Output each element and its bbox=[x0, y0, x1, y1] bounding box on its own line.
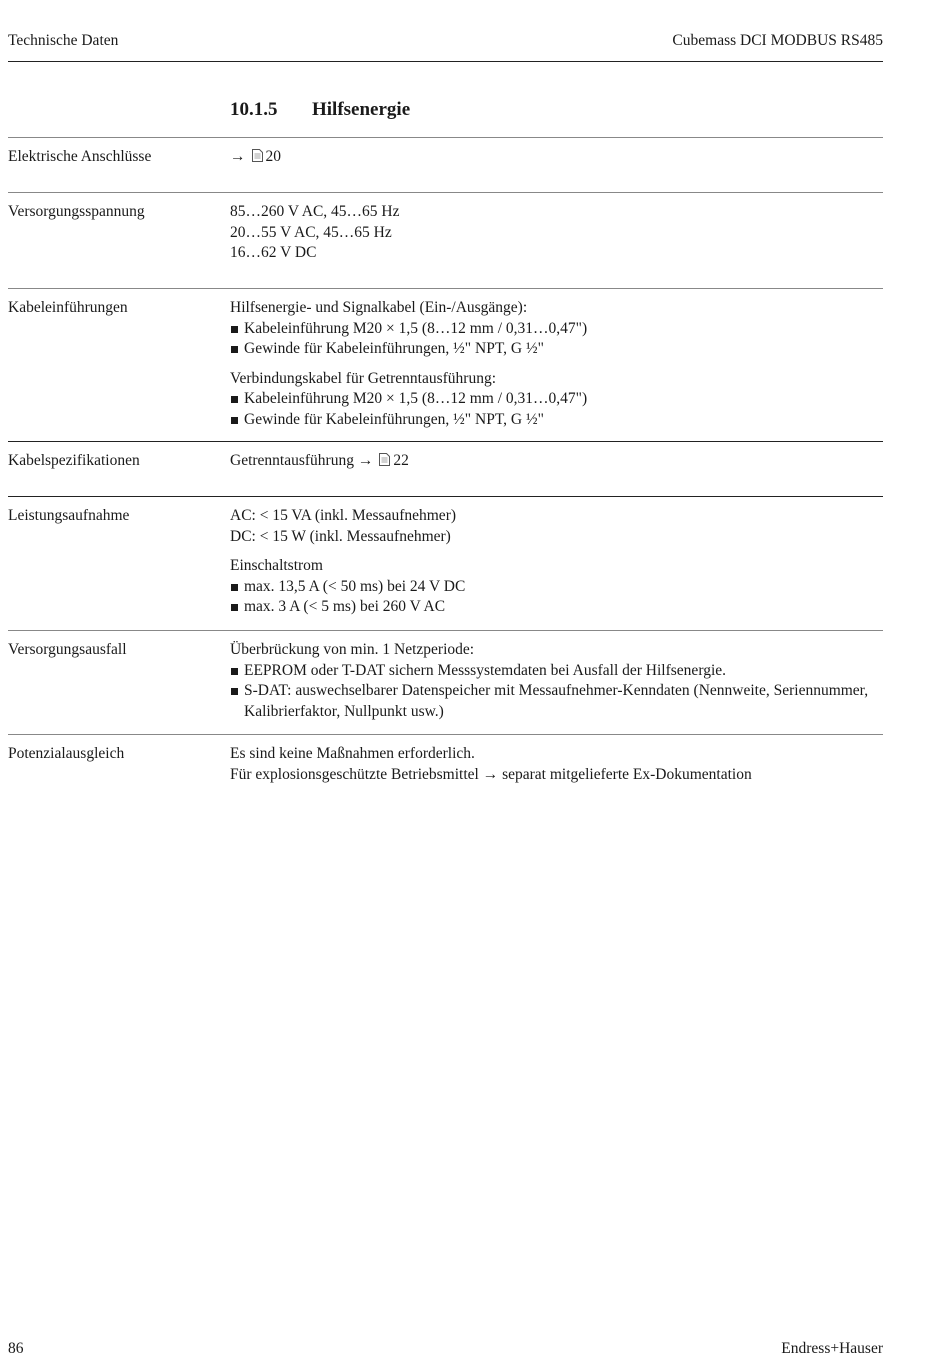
spec-row-kabelspezifikationen bbox=[8, 441, 883, 497]
spec-text: Getrenntausführung bbox=[230, 452, 354, 469]
spec-label: Kabeleinführungen bbox=[8, 299, 128, 316]
page-reference-icon bbox=[252, 148, 263, 169]
spec-label: Versorgungsspannung bbox=[8, 203, 145, 220]
bullet-item: Kabeleinführung M20 × 1,5 (8…12 mm / 0,31…0,47") bbox=[230, 319, 883, 340]
bullet-item: Kabeleinführung M20 × 1,5 (8…12 mm / 0,31…0,47") bbox=[230, 389, 883, 410]
spec-row-potenzialausgleich bbox=[8, 734, 883, 795]
spec-intro: Verbindungskabel für Getrenntausführung: bbox=[230, 369, 497, 387]
spec-row-versorgungsspannung bbox=[8, 192, 883, 289]
spec-row-leistungsaufnahme bbox=[8, 496, 883, 631]
spec-label: Leistungsaufnahme bbox=[8, 507, 130, 524]
header-product: Cubemass DCI MODBUS RS485 bbox=[672, 32, 883, 49]
spec-intro: Einschaltstrom bbox=[230, 557, 323, 574]
spec-line: AC: < 15 VA (inkl. Messaufnehmer) bbox=[230, 507, 457, 524]
spec-line: 20…55 V AC, 45…65 Hz bbox=[230, 223, 392, 241]
spec-row-kabeleinfuehrungen bbox=[8, 288, 883, 442]
spec-value bbox=[230, 451, 883, 473]
spec-value bbox=[230, 147, 883, 169]
section-heading bbox=[230, 98, 410, 122]
spec-label: Versorgungsausfall bbox=[8, 641, 127, 658]
spec-line: 16…62 V DC bbox=[230, 244, 317, 261]
bullet-item: EEPROM oder T-DAT sichern Messsystemdaten bei Ausfall der Hilfsenergie. bbox=[230, 661, 883, 682]
spec-label: Kabelspezifikationen bbox=[8, 452, 140, 469]
spec-row-versorgungsausfall bbox=[8, 630, 883, 735]
section-number: 10.1.5 bbox=[230, 99, 278, 120]
spec-value bbox=[230, 744, 883, 785]
spec-line: 85…260 V AC, 45…65 Hz bbox=[230, 203, 400, 220]
header-chapter: Technische Daten bbox=[8, 32, 119, 49]
page-reference-link[interactable]: 22 bbox=[393, 452, 409, 469]
spec-value bbox=[230, 298, 883, 430]
spec-line: Es sind keine Maßnahmen erforderlich. bbox=[230, 745, 475, 762]
page-header bbox=[8, 31, 883, 62]
arrow: → bbox=[357, 452, 374, 469]
spec-line: DC: < 15 W (inkl. Messaufnehmer) bbox=[230, 527, 451, 545]
bullet-item: S-DAT: auswechselbarer Datenspeicher mit Messaufnehmer-Kenndaten (Nennweite, Seriennummer, Kalibrierfaktor, Nullpunkt usw.) bbox=[230, 681, 883, 722]
spec-label: Elektrische Anschlüsse bbox=[8, 148, 152, 165]
page-reference-link[interactable]: 20 bbox=[265, 148, 281, 165]
bullet-item: max. 13,5 A (< 50 ms) bei 24 V DC bbox=[230, 577, 883, 598]
section-title: Hilfsenergie bbox=[312, 99, 411, 120]
bullet-item: max. 3 A (< 5 ms) bei 260 V AC bbox=[230, 597, 883, 618]
spec-value bbox=[230, 640, 883, 722]
spec-label: Potenzialausgleich bbox=[8, 745, 125, 762]
brand-name: Endress+Hauser bbox=[781, 1340, 883, 1357]
page-number: 86 bbox=[8, 1340, 24, 1357]
bullet-item: Gewinde für Kabeleinführungen, ½" NPT, G ½" bbox=[230, 339, 883, 360]
spec-value bbox=[230, 506, 883, 618]
arrow: → bbox=[230, 148, 246, 165]
spec-intro: Hilfsenergie- und Signalkabel (Ein-/Ausgänge): bbox=[230, 299, 528, 316]
spec-row-elektrische-anschluesse bbox=[8, 137, 883, 193]
spec-intro: Überbrückung von min. 1 Netzperiode: bbox=[230, 641, 475, 658]
page-reference-icon bbox=[379, 452, 390, 473]
spec-value bbox=[230, 202, 883, 264]
spec-line: Für explosionsgeschützte Betriebsmittel → separat mitgelieferte Ex-Dokumentation bbox=[230, 765, 752, 783]
bullet-item: Gewinde für Kabeleinführungen, ½" NPT, G ½" bbox=[230, 410, 883, 431]
